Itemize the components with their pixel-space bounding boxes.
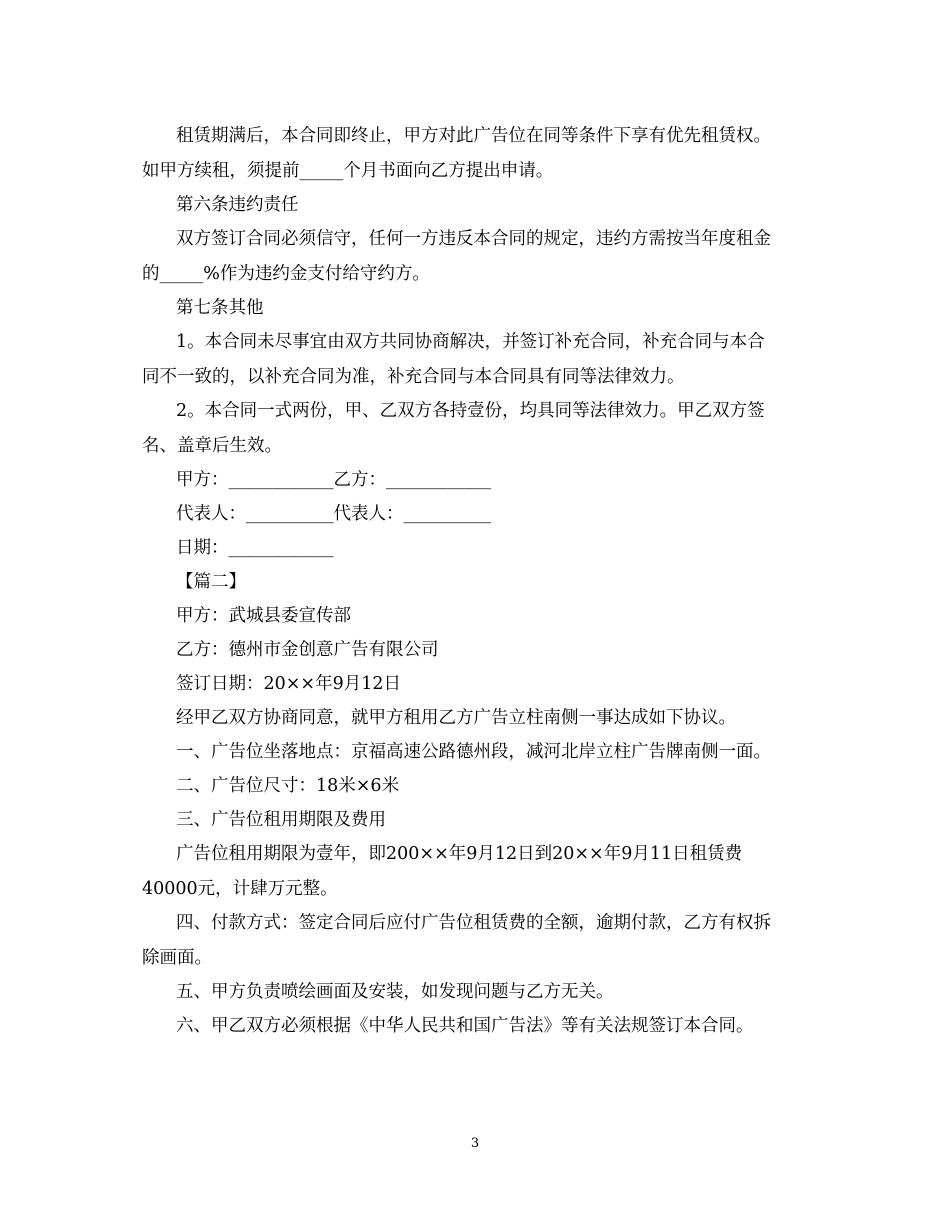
paragraph-line: 40000元，计肆万元整。 bbox=[142, 879, 338, 899]
signature-line-date: 日期：____________ bbox=[176, 538, 334, 558]
section-heading: 第六条违约责任 bbox=[176, 195, 299, 215]
paragraph-line: 1。本合同未尽事宜由双方共同协商解决，并签订补充合同，补充合同与本合 bbox=[176, 332, 765, 352]
clause-line: 二、广告位尺寸：18米×6米 bbox=[176, 776, 400, 796]
paragraph-line: 除画面。 bbox=[142, 948, 212, 968]
clause-line: 六、甲乙双方必须根据《中华人民共和国广告法》等有关法规签订本合同。 bbox=[176, 1016, 754, 1036]
section-heading: 第七条其他 bbox=[176, 298, 264, 318]
paragraph-line: 的_____%作为违约金支付给守约方。 bbox=[142, 264, 430, 284]
paragraph-line: 租赁期满后，本合同即终止，甲方对此广告位在同等条件下享有优先租赁权。 bbox=[176, 126, 771, 146]
clause-line: 一、广告位坐落地点：京福高速公路德州段，减河北岸立柱广告牌南侧一面。 bbox=[176, 742, 771, 762]
paragraph-line: 同不一致的，以补充合同为准，补充合同与本合同具有同等法律效力。 bbox=[142, 367, 685, 387]
signature-line-party: 甲方：____________乙方：____________ bbox=[176, 470, 491, 490]
paragraph-line: 如甲方续租，须提前_____个月书面向乙方提出申请。 bbox=[142, 161, 554, 181]
paragraph-line: 经甲乙双方协商同意，就甲方租用乙方广告立柱南侧一事达成如下协议。 bbox=[176, 708, 736, 728]
clause-line: 三、广告位租用期限及费用 bbox=[176, 810, 386, 830]
party-a-line: 甲方：武城县委宣传部 bbox=[176, 606, 351, 626]
clause-line: 五、甲方负责喷绘画面及安装，如发现问题与乙方无关。 bbox=[176, 982, 614, 1002]
paragraph-line: 广告位租用期限为壹年，即200××年9月12日到20××年9月11日租赁费 bbox=[176, 844, 743, 864]
paragraph-line: 名、盖章后生效。 bbox=[142, 436, 282, 456]
document-body bbox=[142, 124, 812, 1038]
section-title: 【篇二】 bbox=[176, 572, 246, 592]
party-b-line: 乙方：德州市金创意广告有限公司 bbox=[176, 640, 439, 660]
page-number: 3 bbox=[470, 1136, 480, 1151]
paragraph-line: 双方签订合同必须信守，任何一方违反本合同的规定，违约方需按当年度租金 bbox=[176, 229, 771, 249]
paragraph-line: 2。本合同一式两份，甲、乙双方各持壹份，均具同等法律效力。甲乙双方签 bbox=[176, 401, 765, 421]
signature-line-representative: 代表人：__________代表人：__________ bbox=[176, 504, 491, 524]
signing-date-line: 签订日期：20××年9月12日 bbox=[176, 674, 401, 694]
clause-line: 四、付款方式：签定合同后应付广告位租赁费的全额，逾期付款，乙方有权拆 bbox=[176, 913, 771, 933]
